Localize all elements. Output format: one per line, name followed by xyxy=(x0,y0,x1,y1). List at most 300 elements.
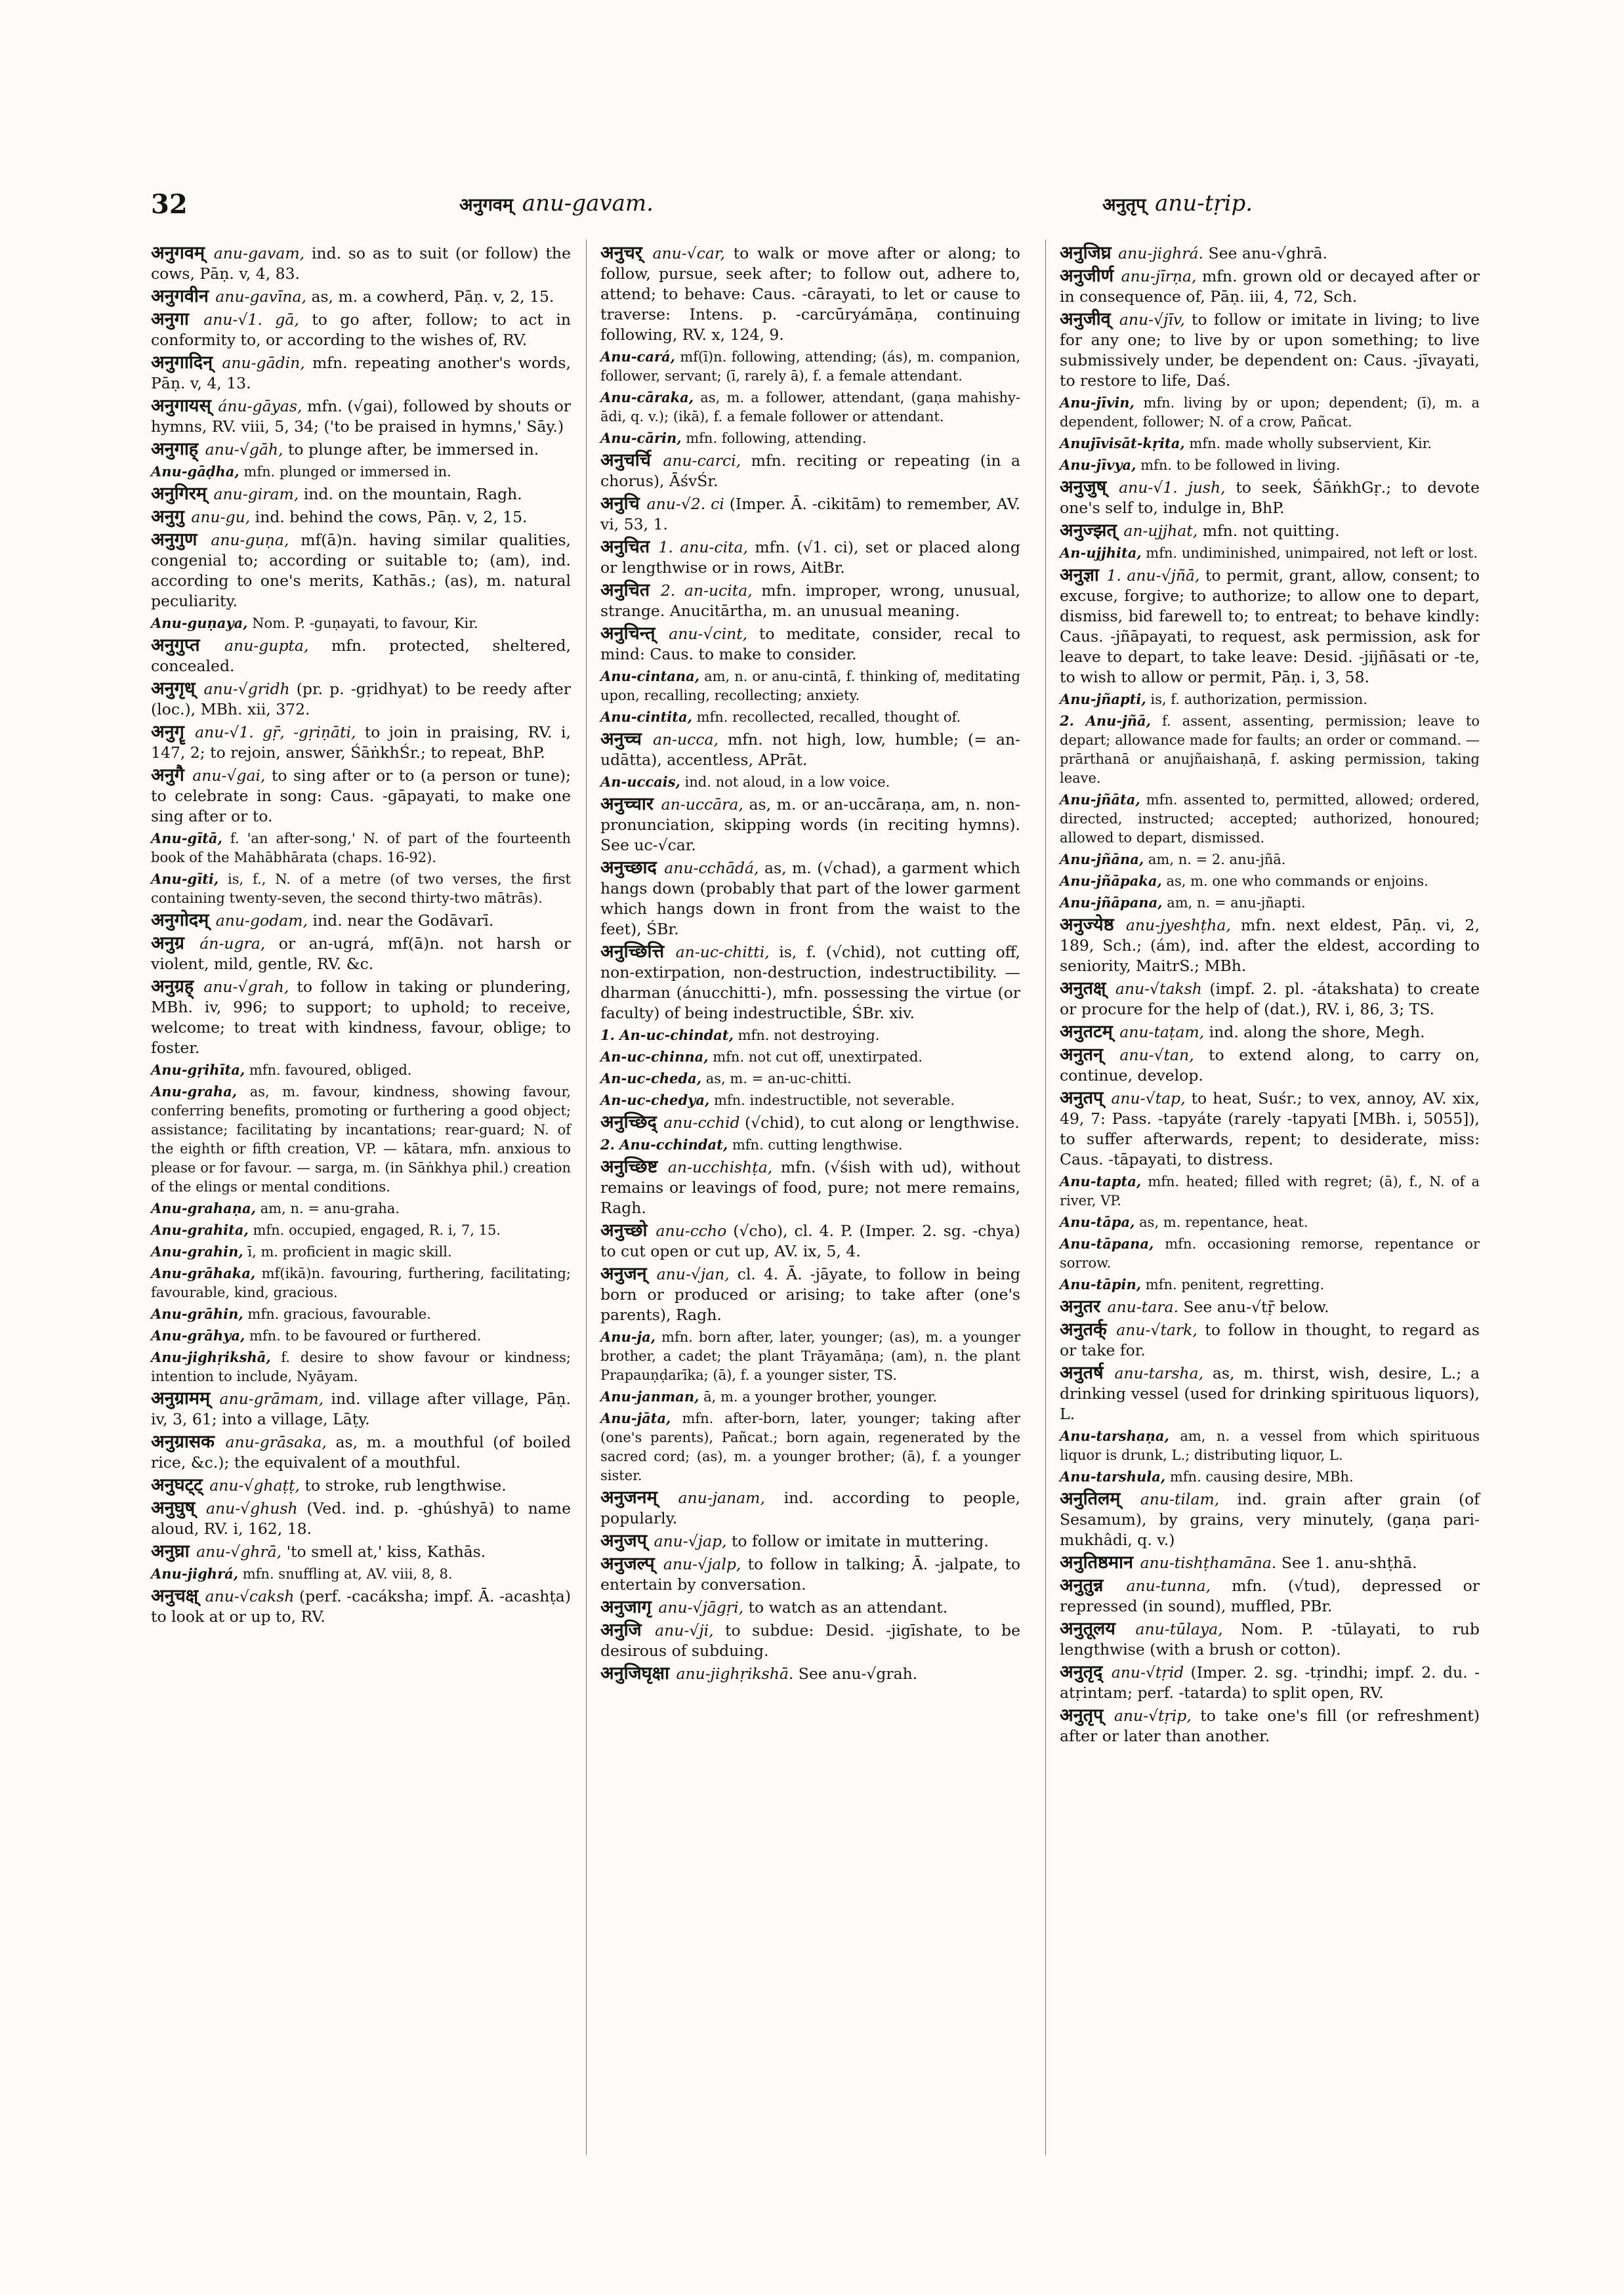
entry-headword: anu-jīrṇa, xyxy=(1121,267,1197,285)
dictionary-entry xyxy=(600,729,1020,770)
dictionary-entry xyxy=(151,722,571,763)
dictionary-entry xyxy=(151,1541,571,1562)
entry-devanagari: अनुगवम् xyxy=(151,243,205,263)
running-head-right: अनुतृप् anu-tṛip. xyxy=(1102,190,1253,217)
entry-definition: as, m. a mouthful (of boiled rice, &c.); the equivalent of a mouthful. xyxy=(151,1433,571,1472)
entry-headword: anu-tūlaya, xyxy=(1135,1620,1223,1638)
entry-headword: anu-√jap, xyxy=(654,1532,727,1550)
entry-definition: ind. not aloud, in a low voice. xyxy=(684,774,890,790)
entry-headword: Anu-janman, xyxy=(600,1388,699,1405)
entry-devanagari: अनुज्येष्ठ xyxy=(1060,915,1114,935)
entry-definition: mfn. heated; filled with regret; (ā), f., N. of a river, VP. xyxy=(1060,1174,1480,1209)
dictionary-entry xyxy=(600,772,1020,792)
entry-definition: (impf. 2. pl. -átakshata) to create or procure for the help of (dat.), RV. i, 86, 3; TS. xyxy=(1060,980,1480,1018)
entry-headword: An-uc-chedya, xyxy=(600,1092,710,1108)
dictionary-entry xyxy=(600,794,1020,856)
entry-definition: mf(ī)n. following, attending; (ás), m. companion, follower, servant; (ī, rarely ā), f. a female attendant. xyxy=(600,349,1020,384)
entry-definition: mfn. protected, sheltered, concealed. xyxy=(151,636,571,675)
dictionary-entry xyxy=(600,450,1020,491)
entry-definition: am, n. = anu-graha. xyxy=(260,1201,400,1216)
dictionary-entry xyxy=(1060,1662,1480,1703)
entry-definition: mfn. indestructible, not severable. xyxy=(713,1092,955,1108)
entry-devanagari: अनुच्च xyxy=(600,729,642,749)
entry-devanagari: अनुतर्क् xyxy=(1060,1319,1107,1340)
column-1 xyxy=(151,243,571,1629)
entry-headword: anu-jighrá. xyxy=(1118,244,1204,262)
entry-definition: mfn. recollected, recalled, thought of. xyxy=(696,709,961,725)
entry-definition: mf(ikā)n. favouring, furthering, facilitating; favourable, kind, gracious. xyxy=(151,1266,571,1300)
entry-definition: ind. according to people, popularly. xyxy=(600,1489,1020,1527)
entry-definition: is, f. (√chid), not cutting off, non-extirpation, non-destruction, indestructibility. — dharman (ánucchitti-), mfn. possessing the virtue (or faculty) of being indestructible, ŚBr. xiv. xyxy=(600,943,1020,1022)
entry-definition: mfn. not cut off, unextirpated. xyxy=(713,1049,923,1065)
entry-headword: an-ujjhat, xyxy=(1123,522,1198,540)
entry-definition: or an-ugrá, mf(ā)n. not harsh or violent, mild, gentle, RV. &c. xyxy=(151,934,571,973)
entry-headword: anu-√tṛip, xyxy=(1114,1706,1192,1725)
entry-headword: Anu-tāpa, xyxy=(1060,1214,1135,1230)
dictionary-entry xyxy=(1060,309,1480,391)
entry-devanagari: अनुतिलम् xyxy=(1060,1489,1121,1509)
entry-headword: Anu-gṛihīta, xyxy=(151,1062,245,1078)
dictionary-entry xyxy=(1060,1296,1480,1317)
entry-devanagari: अनुगवीन xyxy=(151,286,209,306)
entry-headword: anu-√caksh xyxy=(205,1587,295,1605)
entry-devanagari: अनुजागृ xyxy=(600,1597,652,1617)
entry-definition: to seek, ŚāṅkhGṛ.; to devote one's self to, indulge in, BhP. xyxy=(1060,478,1480,517)
entry-definition: Nom. P. -guṇayati, to favour, Kir. xyxy=(252,615,478,631)
entry-definition: as, m. favour, kindness, showing favour, conferring benefits, promoting or furthering a good object; assistance; facilitating by incantations; rear-guard; N. of the eighth or fifth creation, VP. — kātara, mfn. anxious to please or for favour. — sarga, m. (in Sāṅkhya phil.) creation of the elings or mental conditions. xyxy=(151,1084,571,1195)
entry-headword: 1. anu-cita, xyxy=(658,538,749,556)
entry-headword: anu-√car, xyxy=(652,244,725,262)
entry-definition: as, m. thirst, wish, desire, L.; a drinking vessel (used for drinking spirituous liquors), L. xyxy=(1060,1364,1480,1423)
dictionary-entry xyxy=(151,1304,571,1324)
dictionary-entry xyxy=(151,1564,571,1584)
entry-definition: to stroke, rub lengthwise. xyxy=(304,1476,507,1495)
entry-headword: anu-jyeshṭha, xyxy=(1125,916,1231,934)
column-3 xyxy=(1060,243,1480,1748)
entry-headword: anu-giram, xyxy=(213,485,299,503)
dictionary-entry xyxy=(600,1409,1020,1485)
dictionary-entry xyxy=(1060,1705,1480,1747)
dictionary-entry xyxy=(151,439,571,460)
dictionary-entry xyxy=(151,765,571,827)
dictionary-entry xyxy=(600,1487,1020,1529)
dictionary-entry xyxy=(151,1060,571,1080)
entry-headword: anu-√gridh xyxy=(203,680,290,698)
dictionary-entry xyxy=(1060,1234,1480,1273)
entry-headword: An-uccais, xyxy=(600,774,680,790)
entry-headword: Anu-jighrá, xyxy=(151,1565,239,1582)
entry-definition: ind. on the mountain, Ragh. xyxy=(303,485,522,503)
dictionary-entry xyxy=(600,1025,1020,1045)
entry-definition: See 1. anu-shṭhā. xyxy=(1281,1554,1417,1572)
entry-definition: ind. along the shore, Megh. xyxy=(1209,1023,1425,1041)
entry-devanagari: अनुगु xyxy=(151,507,184,527)
entry-headword: anu-√cint, xyxy=(669,625,748,643)
dictionary-entry xyxy=(151,507,571,527)
entry-devanagari: अनुतक्ष् xyxy=(1060,978,1106,999)
entry-definition: to plunge after, be immersed in. xyxy=(287,440,539,459)
entry-headword: anu-√ghaṭṭ, xyxy=(209,1476,301,1495)
entry-headword: Anu-cāraka, xyxy=(600,389,694,405)
dictionary-entry xyxy=(600,428,1020,448)
entry-definition: (Ved. ind. p. -ghúshyā) to name aloud, RV. i, 162, 18. xyxy=(151,1499,571,1538)
entry-headword: Anu-jighṛikshā, xyxy=(151,1349,271,1365)
dictionary-entry xyxy=(151,462,571,482)
entry-headword: anu-tishṭhamāna. xyxy=(1140,1554,1277,1572)
entry-headword: anu-godam, xyxy=(215,911,308,930)
entry-definition: am, n. = anu-jñapti. xyxy=(1167,895,1306,911)
dictionary-entry xyxy=(600,1663,1020,1684)
dictionary-entry xyxy=(1060,1044,1480,1086)
entry-devanagari: अनुघ्रा xyxy=(151,1541,190,1561)
dictionary-entry xyxy=(600,493,1020,535)
entry-definition: ind. village after village, Pāṇ. iv, 3, 61; into a village, Lāṭy. xyxy=(151,1390,571,1428)
entry-devanagari: अनुजिघृक्षा xyxy=(600,1663,669,1684)
running-head-left: अनुगवम् anu-gavam. xyxy=(459,190,654,217)
entry-definition: am, n. or anu-cintā, f. thinking of, meditating upon, recalling, recollecting; anxiety. xyxy=(600,669,1020,703)
entry-definition: to extend along, to carry on, continue, develop. xyxy=(1060,1046,1480,1085)
dictionary-entry xyxy=(1060,871,1480,891)
entry-devanagari: अनुघुष् xyxy=(151,1498,196,1518)
dictionary-entry xyxy=(1060,543,1480,563)
dictionary-entry xyxy=(600,1090,1020,1110)
dictionary-entry xyxy=(151,352,571,394)
entry-headword: Anujīvisāt-kṛita, xyxy=(1060,435,1185,451)
entry-definition: mfn. improper, wrong, unusual, strange. Anucitārtha, m. an unusual meaning. xyxy=(600,581,1020,620)
entry-devanagari: अनुतर xyxy=(1060,1296,1101,1317)
entry-devanagari: अनुजल्प् xyxy=(600,1554,655,1574)
entry-definition: as, m. = an-uc-chitti. xyxy=(705,1071,852,1086)
entry-headword: anu-gādin, xyxy=(222,354,305,372)
entry-headword: Anu-grahaṇa, xyxy=(151,1200,256,1216)
entry-definition: as, m. a follower, attendant, (gaṇa mahishy-ādi, q. v.); (ikā), f. a female follower or attendant. xyxy=(600,390,1020,424)
entry-devanagari: अनुतर्ष xyxy=(1060,1363,1104,1383)
dictionary-entry xyxy=(1060,455,1480,475)
entry-definition: (pr. p. -gṛidhyat) to be reedy after (loc.), MBh. xii, 372. xyxy=(151,680,571,718)
entry-headword: anu-gupta, xyxy=(224,636,309,655)
entry-definition: mfn. following, attending. xyxy=(686,430,867,446)
entry-headword: an-ucca, xyxy=(652,730,718,749)
entry-devanagari: अनुगृध् xyxy=(151,678,196,699)
entry-definition: 'to smell at,' kiss, Kathās. xyxy=(286,1542,486,1561)
entry-headword: 2. an-ucita, xyxy=(660,581,753,600)
entry-definition: as, m. one who commands or enjoins. xyxy=(1166,873,1428,889)
entry-headword: anu-√taksh xyxy=(1115,980,1202,998)
dictionary-entry xyxy=(151,613,571,633)
entry-headword: anu-√ghrā, xyxy=(196,1542,282,1561)
entry-headword: Anu-jñāna, xyxy=(1060,851,1144,867)
dictionary-entry xyxy=(1060,978,1480,1020)
entry-headword: anu-cchid xyxy=(663,1113,740,1132)
entry-headword: anu-√jalp, xyxy=(663,1555,741,1573)
dictionary-entry xyxy=(1060,915,1480,976)
dictionary-entry xyxy=(600,667,1020,705)
dictionary-entry xyxy=(1060,1172,1480,1210)
entry-devanagari: अनुच्छिद् xyxy=(600,1112,657,1132)
entry-headword: an-uc-chitti, xyxy=(675,943,770,961)
entry-definition: mfn. after-born, later, younger; taking after (one's parents), Pañcat.; born again, regenerated by the sacred cord; (as), m. a younger brother; (ā), f. a younger sister. xyxy=(600,1411,1020,1483)
entry-headword: Anu-graha, xyxy=(151,1083,238,1100)
entry-devanagari: अनुग्र xyxy=(151,933,184,953)
entry-headword: anu-√ghush xyxy=(205,1499,298,1518)
column-2 xyxy=(600,243,1020,1686)
dictionary-entry xyxy=(1060,1363,1480,1424)
entry-definition: to permit, grant, allow, consent; to excuse, forgive; to authorize; to allow one to depart, dismiss, bid farewell to; to entreat; to behave kindly: Caus. -jñāpayati, to request, ask permission, ask for leave to depart, to take leave: Desid. -jijñāsati or -te, to wish to allow or permit, Pāṇ. i, 3, 58. xyxy=(1060,566,1480,686)
entry-definition: to follow or imitate in muttering. xyxy=(731,1532,989,1550)
dictionary-entry xyxy=(1060,850,1480,869)
entry-headword: Anu-tarshula, xyxy=(1060,1468,1166,1485)
entry-devanagari: अनुगाह् xyxy=(151,439,199,459)
dictionary-entry xyxy=(600,1047,1020,1067)
entry-headword: anu-√jāgṛi, xyxy=(658,1598,744,1617)
dictionary-entry xyxy=(1060,1319,1480,1361)
dictionary-entry xyxy=(151,1586,571,1627)
entry-definition: mfn. undiminished, unimpaired, not left or lost. xyxy=(1146,545,1478,561)
running-header xyxy=(151,189,1476,228)
entry-definition: Nom. P. -tūlayati, to rub lengthwise (with a brush or cotton). xyxy=(1060,1620,1480,1659)
dictionary-entry xyxy=(600,1387,1020,1407)
entry-devanagari: अनुजनम् xyxy=(600,1487,657,1508)
entry-devanagari: अनुतिष्ठमान xyxy=(1060,1552,1134,1573)
dictionary-entry xyxy=(1060,1088,1480,1170)
entry-headword: Anu-cintita, xyxy=(600,709,692,725)
entry-definition: to meditate, consider, recal to mind: Caus. to make to consider. xyxy=(600,625,1020,663)
entry-definition: mfn. favoured, obliged. xyxy=(249,1062,412,1078)
entry-definition: cl. 4. Ā. -jāyate, to follow in being born or produced or arising; to take after (one's parents), Ragh. xyxy=(600,1265,1020,1324)
entry-headword: anu-√tap, xyxy=(1111,1089,1186,1107)
entry-headword: anu-ccho xyxy=(656,1222,727,1240)
entry-headword: Anu-jñāpaka, xyxy=(1060,873,1162,889)
dictionary-entry xyxy=(151,243,571,284)
entry-headword: Anu-grahita, xyxy=(151,1222,249,1238)
entry-devanagari: अनुजीव् xyxy=(1060,309,1111,329)
column-divider xyxy=(1045,239,1046,2155)
entry-devanagari: अनुच्चार xyxy=(600,794,654,814)
entry-definition: to take one's fill (or refreshment) after or later than another. xyxy=(1060,1706,1480,1745)
entry-headword: Anu-jāta, xyxy=(600,1410,671,1426)
entry-headword: an-ucchishṭa, xyxy=(667,1158,773,1176)
entry-devanagari: अनुच्छो xyxy=(600,1220,648,1241)
entry-headword: anu-jighṛikshā. xyxy=(676,1664,794,1683)
entry-definition: to follow in talking; Ā. -jalpate, to entertain by conversation. xyxy=(600,1555,1020,1594)
entry-definition: mfn. (√gai), followed by shouts or hymns, RV. viii, 5, 34; ('to be praised in hymns,' Sāy.) xyxy=(151,397,571,436)
entry-definition: to subdue: Desid. -jigīshate, to be desirous of subduing. xyxy=(600,1621,1020,1660)
dictionary-entry xyxy=(151,976,571,1058)
entry-devanagari: अनुतटम् xyxy=(1060,1022,1113,1042)
dictionary-entry xyxy=(1060,434,1480,453)
entry-headword: án-ugra, xyxy=(199,934,266,953)
entry-definition: mfn. repeating another's words, Pāṇ. v, 4, 13. xyxy=(151,354,571,392)
entry-definition: (Imper. 2. sg. -tṛindhi; impf. 2. du. -atṛintam; perf. -tatarda) to split open, RV. xyxy=(1060,1663,1480,1702)
entry-definition: mfn. (√tud), depressed or repressed (in sound), muffled, PBr. xyxy=(1060,1577,1480,1615)
entry-headword: Anu-grāhaka, xyxy=(151,1265,256,1281)
entry-definition: mfn. occupied, engaged, R. i, 7, 15. xyxy=(253,1222,501,1238)
dictionary-entry xyxy=(151,1199,571,1218)
dictionary-entry xyxy=(151,933,571,974)
dictionary-entry xyxy=(600,1531,1020,1552)
entry-headword: Anu-ja, xyxy=(600,1329,656,1345)
dictionary-entry xyxy=(1060,393,1480,432)
dictionary-entry xyxy=(1060,790,1480,848)
entry-definition: mfn. to be followed in living. xyxy=(1140,457,1341,473)
dictionary-entry xyxy=(151,1082,571,1197)
dictionary-entry xyxy=(1060,1467,1480,1487)
entry-headword: anu-gavam, xyxy=(213,244,305,262)
entry-headword: Anu-cārin, xyxy=(600,430,682,446)
dictionary-entry xyxy=(151,1348,571,1386)
entry-devanagari: अनुतुन्न xyxy=(1060,1575,1104,1596)
entry-devanagari: अनुगोदम् xyxy=(151,910,209,930)
entry-definition: mfn. next eldest, Pāṇ. vi, 2, 189, Sch.; (ám), ind. after the eldest, according to seniority, MaitrS.; MBh. xyxy=(1060,916,1480,975)
dictionary-entry xyxy=(151,529,571,611)
entry-devanagari: अनुतूलय xyxy=(1060,1619,1115,1639)
entry-devanagari: अनुच्छिष्ट xyxy=(600,1157,658,1177)
entry-headword: anu-gu, xyxy=(191,508,251,526)
entry-definition: See anu-√grah. xyxy=(798,1664,918,1683)
dictionary-entry xyxy=(151,1220,571,1240)
dictionary-entry xyxy=(151,1498,571,1539)
entry-definition: (perf. -cacáksha; impf. Ā. -acashṭa) to look at or up to, RV. xyxy=(151,1587,571,1626)
dictionary-entry xyxy=(600,623,1020,665)
entry-headword: anu-tara. xyxy=(1107,1298,1178,1316)
entry-definition: See anu-√tṝ below. xyxy=(1183,1298,1329,1316)
entry-headword: Anu-jñāta, xyxy=(1060,791,1140,808)
entry-definition: mfn. plunged or immersed in. xyxy=(243,464,451,480)
dictionary-entry xyxy=(600,941,1020,1023)
entry-devanagari: अनुच्छाद xyxy=(600,858,657,878)
dictionary-entry xyxy=(600,243,1020,345)
entry-headword: Anu-jñapti, xyxy=(1060,691,1146,707)
entry-headword: An-uc-cheda, xyxy=(600,1070,702,1086)
dictionary-entry xyxy=(151,869,571,908)
dictionary-entry xyxy=(1060,1022,1480,1043)
dictionary-entry xyxy=(151,829,571,867)
dictionary-entry xyxy=(600,537,1020,578)
entry-definition: to watch as an attendant. xyxy=(748,1598,948,1617)
entry-headword: anu-taṭam, xyxy=(1119,1023,1205,1041)
entry-definition: f. assent, assenting, permission; leave to depart; allowance made for faults; an order or command. — prārthanā or anujñaishaṇā, f. asking permission, taking leave. xyxy=(1060,713,1480,786)
dictionary-entry xyxy=(1060,1619,1480,1660)
entry-headword: anu-√ji, xyxy=(655,1621,714,1640)
dictionary-entry xyxy=(600,1135,1020,1155)
entry-headword: Anu-tāpana, xyxy=(1060,1235,1154,1252)
entry-devanagari: अनुचिन्त् xyxy=(600,623,656,644)
entry-headword: Anu-jīvya, xyxy=(1060,457,1136,473)
entry-devanagari: अनुतृप् xyxy=(1060,1705,1104,1726)
entry-headword: An-ujjhita, xyxy=(1060,545,1142,561)
entry-headword: Anu-tapta, xyxy=(1060,1173,1142,1189)
entry-definition: mfn. born after, later, younger; (as), m. a younger brother, a cadet; the plant Trāyamāṇa; (am), n. the plant Prapauṇḍarīka; (ā), f. a younger sister, TS. xyxy=(600,1329,1020,1383)
entry-devanagari: अनुगा xyxy=(151,309,189,329)
entry-definition: as, m. (√chad), a garment which hangs down (probably that part of the lower garment which hangs down in front from the waist to the feet), ŚBr. xyxy=(600,859,1020,938)
entry-devanagari: अनुजन् xyxy=(600,1264,647,1284)
dictionary-entry xyxy=(600,388,1020,426)
dictionary-entry xyxy=(151,484,571,505)
entry-headword: anu-guṇa, xyxy=(211,531,289,549)
entry-headword: anu-tarsha, xyxy=(1114,1364,1204,1382)
entry-definition: mfn. causing desire, MBh. xyxy=(1169,1469,1354,1485)
entry-headword: anu-√tṛid xyxy=(1111,1663,1184,1682)
dictionary-entry xyxy=(1060,243,1480,264)
dictionary-entry xyxy=(151,910,571,931)
entry-devanagari: अनुतप् xyxy=(1060,1088,1104,1108)
entry-definition: ind. near the Godāvarī. xyxy=(312,911,494,930)
entry-devanagari: अनुज्ञा xyxy=(1060,565,1099,585)
entry-headword: Anu-grāhya, xyxy=(151,1327,245,1344)
entry-definition: to walk or move after or along; to follow, pursue, seek after; to follow out, adhere to, attend; to behave: Caus. -cārayati, to let or cause to traverse: Intens. p. -carcūryámāṇa, continuing following, RV. x, 124, 9. xyxy=(600,244,1020,344)
dictionary-entry xyxy=(600,1620,1020,1661)
dictionary-entry xyxy=(1060,565,1480,688)
entry-devanagari: अनुगुप्त xyxy=(151,635,200,655)
dictionary-entry xyxy=(600,1597,1020,1618)
entry-definition: to follow in thought, to regard as or take for. xyxy=(1060,1321,1480,1359)
entry-devanagari: अनुगायस् xyxy=(151,396,211,416)
dictionary-entry xyxy=(600,347,1020,386)
dictionary-entry xyxy=(1060,1275,1480,1294)
entry-headword: anu-√tark, xyxy=(1116,1321,1197,1339)
entry-devanagari: अनुज्झत् xyxy=(1060,520,1117,541)
entry-headword: anu-√jan, xyxy=(656,1265,730,1283)
dictionary-entry xyxy=(600,580,1020,621)
dictionary-entry xyxy=(600,707,1020,727)
entry-devanagari: अनुचि xyxy=(600,493,640,514)
entry-definition: mfn. (√1. ci), set or placed along or lengthwise or in rows, AitBr. xyxy=(600,538,1020,577)
entry-devanagari: अनुजिघ्र xyxy=(1060,243,1112,263)
entry-headword: anu-√tan, xyxy=(1119,1046,1194,1064)
entry-headword: anu-√gāh, xyxy=(205,440,283,459)
entry-definition: mfn. not high, low, humble; (= an-udātta), accentless, APrāt. xyxy=(600,730,1020,769)
dictionary-entry xyxy=(1060,1575,1480,1617)
dictionary-entry xyxy=(1060,1489,1480,1550)
entry-definition: mfn. snuffling at, AV. viii, 8, 8. xyxy=(242,1566,453,1582)
entry-devanagari: अनुचर्चि xyxy=(600,450,651,470)
entry-headword: anu-tunna, xyxy=(1126,1577,1211,1595)
dictionary-entry xyxy=(600,1327,1020,1385)
entry-definition: mfn. grown old or decayed after or in consequence of, Pāṇ. iii, 4, 72, Sch. xyxy=(1060,267,1480,306)
entry-devanagari: अनुचित xyxy=(600,580,650,600)
entry-definition: ind. behind the cows, Pāṇ. v, 2, 15. xyxy=(255,508,528,526)
entry-definition: mfn. cutting lengthwise. xyxy=(732,1137,903,1153)
entry-devanagari: अनुचक्ष् xyxy=(151,1586,199,1606)
entry-headword: ánu-gāyas, xyxy=(218,397,302,415)
entry-headword: Anu-cará, xyxy=(600,348,675,365)
entry-definition: ind. so as to suit (or follow) the cows, Pāṇ. v, 4, 83. xyxy=(151,244,571,283)
dictionary-entry xyxy=(600,1112,1020,1133)
column-divider xyxy=(586,239,587,2155)
entry-headword: anu-cchādá, xyxy=(664,859,759,877)
entry-devanagari: अनुगॄ xyxy=(151,722,184,742)
dictionary-entry xyxy=(151,286,571,307)
entry-devanagari: अनुगै xyxy=(151,765,184,785)
entry-definition: mf(ā)n. having similar qualities, congenial to; according or suitable to; (am), ind. according to one's merits, Kathās.; (as), m. natural peculiarity. xyxy=(151,531,571,610)
entry-definition: See anu-√ghrā. xyxy=(1208,244,1327,262)
entry-definition: am, n. a vessel from which spirituous liquor is drunk, L.; distributing liquor, L. xyxy=(1060,1428,1480,1463)
entry-definition: mfn. reciting or repeating (in a chorus), ĀśvŚr. xyxy=(600,451,1020,490)
dictionary-entry xyxy=(151,635,571,676)
entry-definition: to heat, Suśr.; to vex, annoy, AV. xix, 49, 7: Pass. -tapyáte (rarely -tapyati [MBh. i, 5055]), to suffer afterwards, repent; to desiderate, miss: Caus. -tāpayati, to distress. xyxy=(1060,1089,1480,1168)
entry-devanagari: अनुजप् xyxy=(600,1531,647,1551)
entry-headword: anu-gavīna, xyxy=(215,287,306,306)
entry-headword: anu-carci, xyxy=(663,451,741,470)
entry-devanagari: अनुजीर्ण xyxy=(1060,266,1114,286)
dictionary-entry xyxy=(1060,690,1480,709)
entry-definition: f. desire to show favour or kindness; intention to include, Nyāyam. xyxy=(151,1350,571,1384)
entry-devanagari: अनुगिरम् xyxy=(151,484,207,504)
entry-definition: mfn. made wholly subservient, Kir. xyxy=(1189,436,1432,451)
entry-devanagari: अनुगादिन् xyxy=(151,352,213,373)
dictionary-entry xyxy=(600,1554,1020,1595)
entry-definition: mfn. assented to, permitted, allowed; ordered, directed, instructed; accepted; authorized, honoured; allowed to depart, dismissed. xyxy=(1060,792,1480,846)
